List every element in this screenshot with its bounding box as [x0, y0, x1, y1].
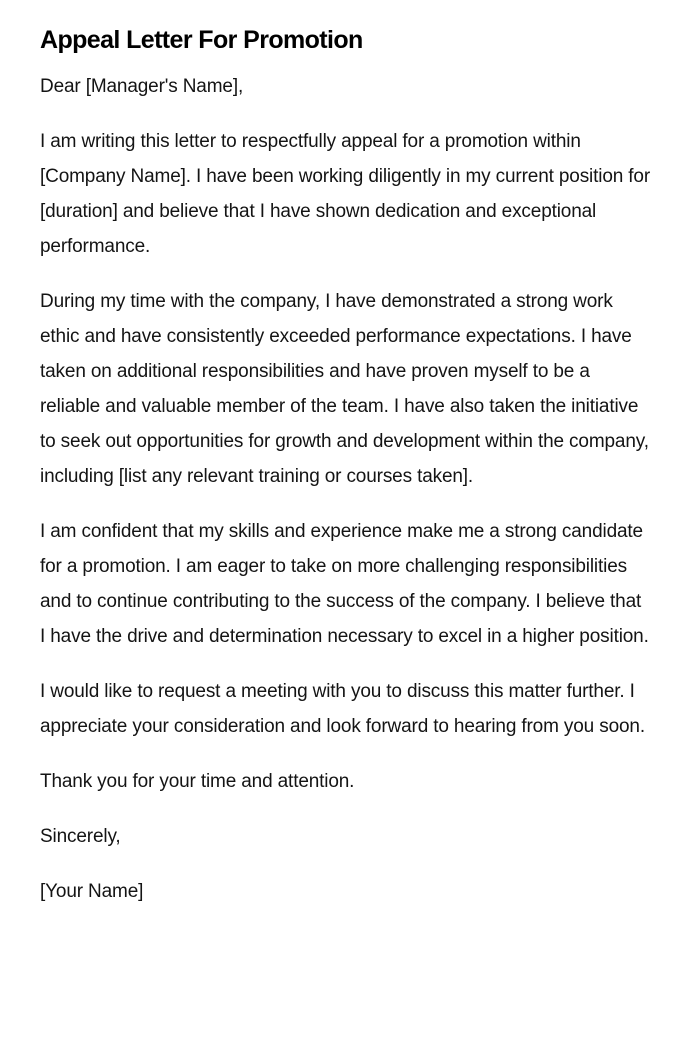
salutation: Dear [Manager's Name],: [40, 76, 244, 97]
letter-document: [40, 22, 650, 929]
paragraph-intro: I am writing this letter to respectfully appeal for a promotion within [Company Name]. I have been working diligently in my current position for [duration] and believe that I have shown dedication and exceptional performance.: [40, 131, 651, 257]
thanks-line: Thank you for your time and attention.: [40, 771, 355, 792]
paragraph-achievements: During my time with the company, I have demonstrated a strong work ethic and have consistently exceeded performance expectations. I have taken on additional responsibilities and have proven myself to be a reliable and valuable member of the team. I have also taken the initiative to seek out opportunities for growth and development within the company, including [list any relevant training or courses taken].: [40, 291, 649, 487]
document-title: Appeal Letter For Promotion: [40, 26, 363, 54]
signature: [Your Name]: [40, 881, 144, 902]
closing: Sincerely,: [40, 826, 121, 847]
paragraph-meeting-request: I would like to request a meeting with you to discuss this matter further. I appreciate your consideration and look forward to hearing from you soon.: [40, 681, 645, 737]
paragraph-confidence: I am confident that my skills and experience make me a strong candidate for a promotion. I am eager to take on more challenging responsibilities and to continue contributing to the success of the company. I believe that I have the drive and determination necessary to excel in a higher position.: [40, 521, 649, 647]
